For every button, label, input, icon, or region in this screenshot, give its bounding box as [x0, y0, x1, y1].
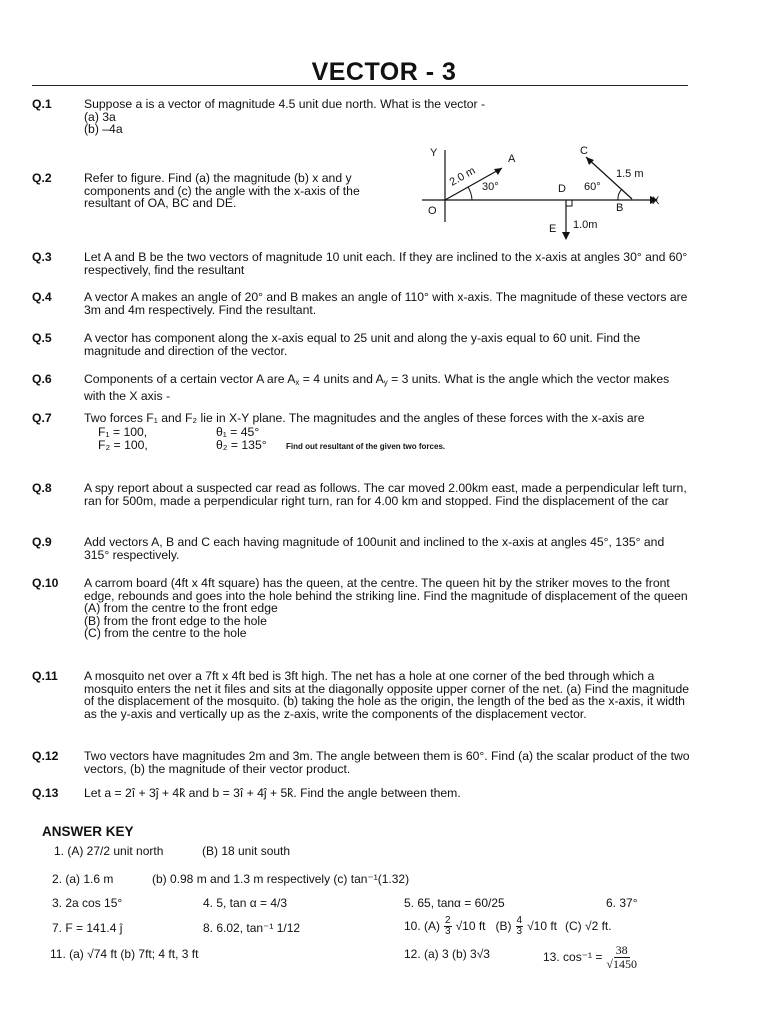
question-text: A mosquito net over a 7ft x 4ft bed is 3ft high. The net has a hole at one corner of the bed through which a mosquito enters the net it files and sits at the diagonally opposite upper corner of the net. (a) Find the magnitude of the displacement of the mosquito. (b) taking the hole as the origin, the length of the bed as the x-axis, it width as the y-axis and vertically up as the z-axis, write the components of the displacement vector. [84, 669, 689, 721]
answer-8: 8. 6.02, tan⁻¹ 1/12 [203, 921, 301, 935]
answer-key-title: ANSWER KEY [42, 824, 134, 839]
de-length: 1.0m [573, 219, 598, 231]
question-number: Q.8 [32, 481, 52, 495]
answer-4: 4. 5, tan α = 4/3 [203, 896, 287, 910]
label-b: B [616, 202, 624, 214]
question-number: Q.10 [32, 576, 59, 590]
vector-figure [410, 142, 680, 247]
label-y: Y [430, 147, 438, 159]
question-text: A spy report about a suspected car read as follows. The car moved 2.00km east, made a perpendicular left turn, ran for 500m, made a perpendicular right turn, ran for 4.00 km and stopped. Find the displacement of the car [84, 481, 687, 508]
label-e: E [549, 223, 557, 235]
question-5 [32, 332, 692, 357]
question-number: Q.4 [32, 290, 52, 304]
answer-2a: 2. (a) 1.6 m [52, 872, 114, 886]
question-number: Q.3 [32, 250, 52, 264]
question-12 [32, 750, 692, 775]
question-text: Two forces F₁ and F₂ lie in X-Y plane. The magnitudes and the angles of these forces with the x-axis are [84, 411, 645, 425]
bc-length: 1.5 m [616, 168, 644, 180]
question-number: Q.9 [32, 535, 52, 549]
option-b: (B) from the front edge to the hole [84, 613, 267, 628]
answer-3: 3. 2a cos 15° [52, 896, 123, 910]
answer-10: 10. (A) 2 3 √10 ft (B) 4 3 √10 ft (C) √2 ft. [404, 915, 612, 937]
question-number: Q.13 [32, 786, 59, 800]
question-text: Add vectors A, B and C each having magnitude of 100unit and inclined to the x-axis at angles 45°, 135° and 315° respectively. [84, 535, 665, 562]
force-row-2: F₂ = 100, θ₂ = 135° Find out resultant of the given two forces. [98, 438, 446, 452]
answer-2b: (b) 0.98 m and 1.3 m respectively (c) tan⁻¹(1.32) [152, 872, 410, 886]
answer-13: 13. cos⁻¹ = $\frac{38}{√1450}$ [543, 943, 637, 971]
option-a: (A) from the centre to the front edge [84, 601, 278, 615]
answer-1b: (B) 18 unit south [202, 844, 291, 858]
question-number: Q.5 [32, 331, 52, 345]
question-text: Let a = 2î + 3ĵ + 4k̂ and b = 3î + 4ĵ + 5k̂. Find the angle between them. [84, 786, 461, 800]
oa-length: 2.0 m [447, 164, 478, 189]
question-2 [32, 172, 402, 210]
label-o: O [428, 205, 437, 217]
question-number: Q.2 [32, 171, 52, 185]
title-underline [32, 85, 688, 86]
question-1 [32, 98, 692, 136]
question-text: Let A and B be the two vectors of magnitude 10 unit each. If they are inclined to the x-axis at angles 30° and 60° respectively, find the resultant [84, 250, 688, 277]
question-text: Components of a certain vector A are $A_x = 4$ units and $A_y = 3$ units. What is the angle which the vector makes with the X axis - [84, 372, 670, 403]
question-number: Q.11 [32, 669, 58, 683]
answer-6: 6. 37° [606, 896, 638, 910]
question-text: A vector A makes an angle of 20° and B makes an angle of 110° with x-axis. The magnitude of these vectors are 3m and 4m respectively. Find the resultant. [84, 290, 688, 317]
answer-1a: 1. (A) 27/2 unit north [54, 844, 164, 858]
question-number: Q.1 [32, 97, 52, 111]
question-6 [32, 373, 692, 402]
oa-angle: 30° [482, 181, 499, 193]
option-b: (b) –4a [84, 122, 123, 136]
answer-5: 5. 65, tanα = 60/25 [404, 896, 505, 910]
force-row-1: F₁ = 100, θ₁ = 45° [98, 424, 260, 439]
answer-11: 11. (a) √74 ft (b) 7ft; 4 ft, 3 ft [50, 947, 199, 961]
question-7 [32, 412, 692, 454]
page-title: VECTOR - 3 [311, 58, 457, 86]
question-number: Q.7 [32, 411, 52, 425]
question-3 [32, 251, 692, 276]
question-text: A carrom board (4ft x 4ft square) has the queen, at the centre. The queen hit by the striker moves to the front edge, rebounds and goes into the hole behind the striking line. Find the magnitude of displacement of the queen [84, 576, 688, 603]
question-number: Q.12 [32, 749, 59, 763]
question-text: A vector has component along the x-axis equal to 25 unit and along the y-axis equal to 60 unit. Find the magnitude and direction of the vector. [84, 331, 641, 358]
question-text: Refer to figure. Find (a) the magnitude (b) x and y components and (c) the angle with the x-axis of the resultant of OA, BC and DE. [84, 171, 360, 210]
label-x: X [652, 195, 660, 207]
bc-angle: 60° [584, 181, 601, 193]
label-d: D [558, 183, 566, 195]
question-number: Q.6 [32, 372, 52, 386]
question-4 [32, 291, 692, 316]
question-9 [32, 536, 692, 561]
answer-7: 7. F = 141.4 ĵ [52, 921, 123, 935]
option-c: (C) from the centre to the hole [84, 626, 247, 640]
question-11 [32, 670, 692, 720]
question-10 [32, 577, 692, 640]
question-text: Suppose a is a vector of magnitude 4.5 unit due north. What is the vector - [84, 97, 486, 111]
question-text: Two vectors have magnitudes 2m and 3m. The angle between them is 60°. Find (a) the scalar product of the two vectors, (b) the magnitude of their vector product. [84, 749, 690, 776]
label-c: C [580, 145, 588, 157]
answer-12: 12. (a) 3 (b) 3√3 [404, 947, 490, 961]
option-a: (a) 3a [84, 109, 116, 124]
question-13 [32, 787, 692, 800]
question-8 [32, 482, 692, 507]
label-a: A [508, 153, 516, 165]
